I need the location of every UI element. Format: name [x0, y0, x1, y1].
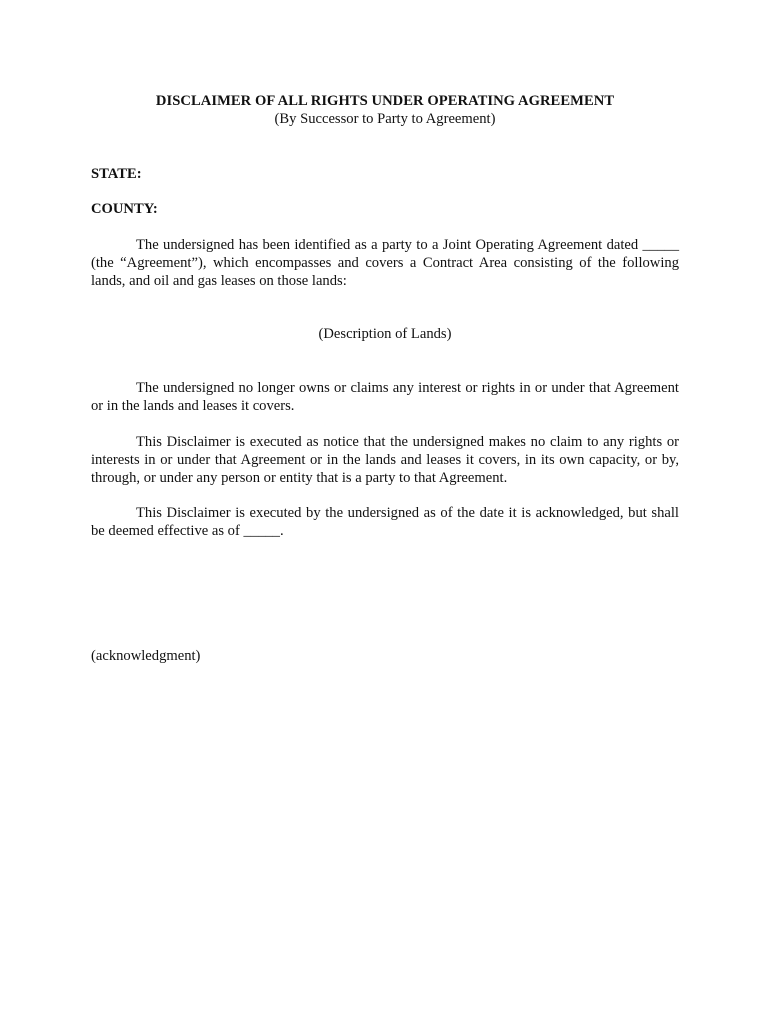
effective-date-paragraph: This Disclaimer is executed by the undersigned as of the date it is acknowledged, but shall be deemed effective as of _____.	[91, 505, 679, 539]
document-title: DISCLAIMER OF ALL RIGHTS UNDER OPERATING AGREEMENT	[155, 93, 615, 109]
no-interest-paragraph: The undersigned no longer owns or claims any interest or rights in or under that Agreement or in the lands and leases it covers.	[91, 380, 679, 414]
acknowledgment-placeholder: (acknowledgment)	[91, 648, 201, 664]
notice-paragraph: This Disclaimer is executed as notice that the undersigned makes no claim to any rights or interests in or under that Agreement or in the lands and leases it covers, in its own capacity, or by, through, or under any person or entity that is a party to that Agreement.	[91, 434, 679, 486]
agreement-paragraph: The undersigned has been identified as a party to a Joint Operating Agreement dated _____ (the “Agreement”), which encompasses and covers a Contract Area consisting of the following lands, and oil and gas leases on those lands:	[91, 237, 679, 289]
document-subtitle: (By Successor to Party to Agreement)	[274, 111, 496, 127]
state-label: STATE:	[91, 166, 142, 182]
description-of-lands: (Description of Lands)	[318, 326, 452, 342]
county-label: COUNTY:	[91, 201, 158, 217]
